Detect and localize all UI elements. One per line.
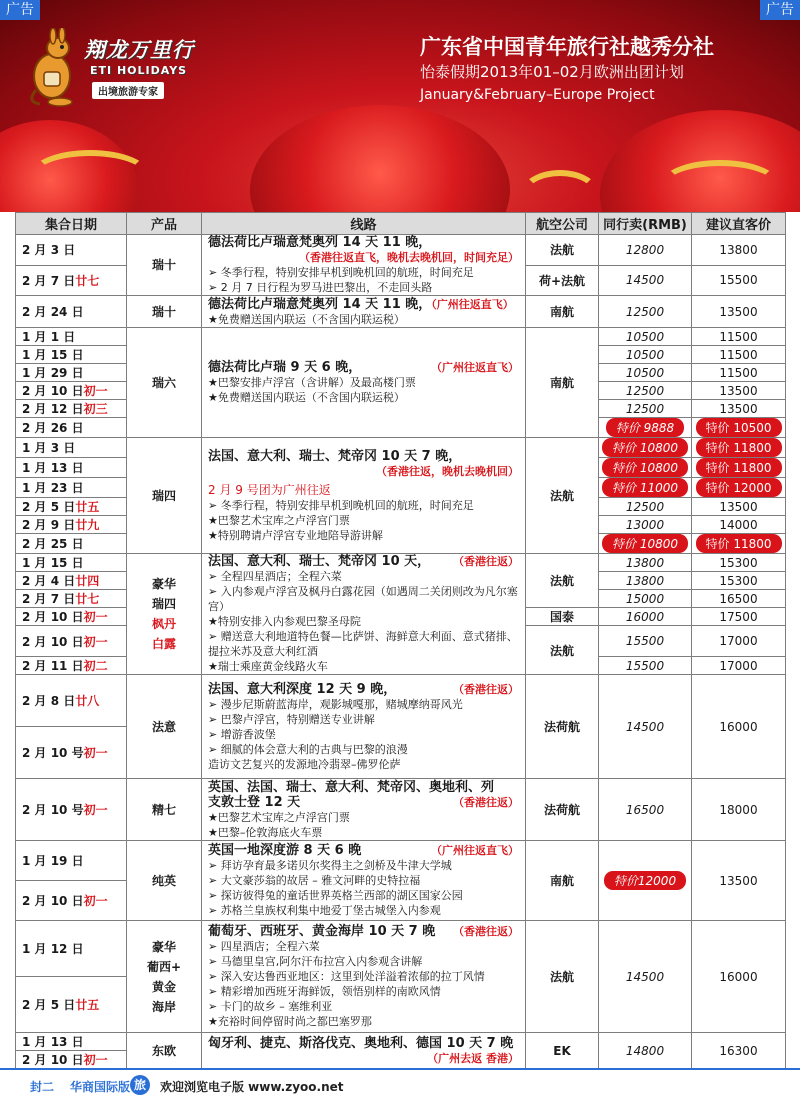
special-price-badge: 特价 10800 [602,438,688,457]
suggested-price: 13500 [692,498,786,516]
airline: 南航 [526,841,599,921]
route-note: ★特别聘请卢浮宫专业地陪导游讲解 [208,528,383,542]
peer-price-special [599,418,692,438]
route-title: 法国、意大利、瑞士、梵帝冈 10 天， [208,554,431,569]
route-note: ★巴黎安排卢浮宫（含讲解）及最高楼门票 [208,376,416,389]
route-tag: （广州去返 香港） [427,1051,519,1065]
special-price-badge: 特价 9888 [606,418,684,437]
product-name: 法意 [127,675,202,779]
departure-date: 2 月 8 日廿八 [16,675,127,727]
product-name: 豪华 葡西+ 黄金 海岸 [127,921,202,1033]
suggested-price-special [692,438,786,458]
lunar-date: 初一 [83,894,108,908]
suggested-price: 14000 [692,516,786,534]
magazine-logo-icon: 旅 [130,1075,150,1095]
peer-price: 14500 [599,921,692,1033]
suggested-price: 13500 [692,296,786,328]
airline: 法航 [526,921,599,1033]
logo-badge: 出境旅游专家 [92,82,164,99]
departure-date: 1 月 29 日 [16,364,127,382]
departure-date: 2 月 10 号初一 [16,779,127,841]
route-note: ★免费赠送国内联运（不含国内联运税） [208,312,405,326]
table-row [16,328,786,346]
peer-price: 15500 [599,657,692,675]
agency-name: 广东省中国青年旅行社越秀分社 [420,35,714,59]
special-price-badge: 特价 11800 [696,458,782,477]
route-tag: （香港往返） [453,682,519,696]
route-tag: （广州往返直飞） [431,361,519,374]
airline: 南航 [526,296,599,328]
peer-price: 12800 [599,235,692,266]
special-price-badge: 特价12000 [604,871,686,890]
peer-price: 15500 [599,626,692,657]
departure-date: 2 月 10 日初一 [16,626,127,657]
airline: 法荷航 [526,779,599,841]
peer-price: 16500 [599,779,692,841]
departure-date: 2 月 24 日 [16,296,127,328]
suggested-price: 16000 [692,675,786,779]
footer-website-link[interactable]: 欢迎浏览电子版 www.zyoo.net [160,1080,344,1094]
gold-swirl-decoration [30,150,150,200]
column-header-suggested-price: 建议直客价 [692,213,786,235]
lunar-date: 初一 [83,634,108,649]
footer [0,1068,800,1100]
route-note: ➢ 增游香波堡 [208,727,276,741]
departure-date: 2 月 3 日 [16,235,127,266]
suggested-price-special [692,478,786,498]
route-note: ➢ 细腻的体会意大利的古典与巴黎的浪漫 [208,742,408,756]
suggested-price: 16300 [692,1033,786,1069]
peer-price: 14500 [599,675,692,779]
route-note: ➢ 全程四星酒店；全程六菜 [208,570,342,583]
route-title: 德法荷比卢瑞意梵奥列 14 天 11 晚， [208,235,432,250]
route-tag: （香港往返） [453,925,519,938]
route-tag: （广州往返直飞） [431,844,519,857]
route-tag: （香港往返） [453,555,519,568]
column-header-route: 线路 [202,213,526,235]
route-note: ➢ 探访彼得兔的童话世界英格兰西部的湖区国家公园 [208,889,463,902]
departure-date: 2 月 7 日廿七 [16,590,127,608]
product-name: 精七 [127,779,202,841]
route-tag: （香港往返） [453,795,519,809]
lunar-date: 廿四 [75,574,100,588]
departure-date: 2 月 4 日廿四 [16,572,127,590]
lunar-date: 廿七 [75,592,100,606]
route-title: 英国、法国、瑞士、意大利、梵帝冈、奥地利、列 [208,779,495,795]
peer-price: 14800 [599,1033,692,1069]
suggested-price: 13500 [692,841,786,921]
table-row [16,779,786,841]
departure-date: 2 月 5 日廿五 [16,977,127,1033]
peer-price-special [599,478,692,498]
ad-label-right[interactable]: 广告 [760,0,800,20]
airline: 南航 [526,328,599,438]
suggested-price: 17000 [692,626,786,657]
table-row [16,921,786,977]
route-details [202,554,526,675]
route-title: 葡萄牙、西班牙、黄金海岸 10 天 7 晚 [208,924,436,939]
plan-title: 怡泰假期2013年01–02月欧洲出团计划 [420,63,684,81]
suggested-price: 15300 [692,554,786,572]
route-details [202,296,526,328]
lunar-date: 初二 [83,659,108,673]
route-note: ➢ 卡门的故乡 – 塞维利亚 [208,1000,333,1013]
peer-price: 12500 [599,498,692,516]
route-title: 德法荷比卢瑞意梵奥列 14 天 11 晚， [208,296,432,312]
route-details [202,235,526,296]
header-banner [0,0,800,212]
lunar-date: 初三 [83,402,108,416]
route-note: ★充裕时间停留时尚之都巴塞罗那 [208,1015,372,1028]
product-name: 东欧 [127,1033,202,1069]
route-details [202,1033,526,1069]
suggested-price: 11500 [692,346,786,364]
special-price-badge: 特价 11800 [696,534,782,553]
product-name: 纯英 [127,841,202,921]
route-details [202,438,526,554]
suggested-price: 13500 [692,400,786,418]
peer-price: 12500 [599,382,692,400]
suggested-price: 13500 [692,382,786,400]
route-details [202,841,526,921]
footer-page-label: 封二 [30,1080,55,1094]
suggested-price-special [692,418,786,438]
route-note: ➢ 马德里皇宫,阿尔汗布拉宫入内参观含讲解 [208,955,423,968]
product-name: 瑞六 [127,328,202,438]
peer-price: 10500 [599,346,692,364]
lunar-date: 初一 [83,384,108,398]
route-note: ➢ 巴黎卢浮宫，特别赠送专业讲解 [208,712,375,726]
tour-schedule-table [15,212,786,1069]
peer-price: 12500 [599,400,692,418]
column-header-airline: 航空公司 [526,213,599,235]
route-note: ➢ 2 月 7 日行程为罗马进巴黎出，不走回头路 [208,281,433,294]
plan-title-english: January&February–Europe Project [420,87,655,103]
departure-date: 1 月 19 日 [16,841,127,881]
suggested-price: 15300 [692,572,786,590]
special-price-badge: 特价 12000 [696,478,782,497]
route-note: ➢ 漫步尼斯蔚蓝海岸，观影城嘎那，赌城摩纳哥风光 [208,697,463,711]
route-tag: （广州往返直飞） [431,297,514,311]
peer-price-special [599,458,692,478]
lunar-date: 初一 [83,803,108,817]
suggested-price: 11500 [692,364,786,382]
table-row [16,675,786,727]
route-tag: （香港往返，晚机去晚机回） [376,464,519,478]
airline: EK [526,1033,599,1069]
suggested-price-special [692,458,786,478]
departure-date: 2 月 10 日初一 [16,382,127,400]
special-price-badge: 特价 11000 [602,478,688,497]
airline: 国泰 [526,608,599,626]
table-row [16,438,786,458]
route-title: 匈牙利、捷克、斯洛伐克、奥地利、德国 10 天 7 晚 [208,1035,514,1051]
lunar-date: 初一 [83,610,108,624]
departure-date: 2 月 11 日初二 [16,657,127,675]
gold-swirl-decoration [520,170,600,212]
route-note: ➢ 拜访孕育最多诺贝尔奖得主之剑桥及牛津大学城 [208,859,452,872]
route-details [202,779,526,841]
route-details [202,328,526,438]
table-row [16,235,786,266]
lunar-date: 廿七 [75,273,100,288]
suggested-price: 17500 [692,608,786,626]
route-note: ★巴黎艺术宝库之卢浮宫门票 [208,810,350,824]
special-price-badge: 特价 10500 [696,418,782,437]
table-header-row [16,213,786,235]
special-price-badge: 特价 11800 [696,438,782,457]
route-note: ★巴黎–伦敦海底火车票 [208,825,323,839]
departure-date: 2 月 5 日廿五 [16,498,127,516]
route-note: ➢ 大文豪莎翁的故居 – 雅文河畔的史特拉福 [208,874,421,887]
departure-date: 1 月 15 日 [16,554,127,572]
special-price-badge: 特价 10800 [602,458,688,477]
peer-price-special [599,534,692,554]
ad-label-left[interactable]: 广告 [0,0,40,20]
peer-price: 13800 [599,554,692,572]
special-price-badge: 特价 10800 [602,534,688,553]
route-title: 英国一地深度游 8 天 6 晚 [208,843,362,858]
route-note: ➢ 苏格兰皇族权利集中地爱丁堡古城堡入内参观 [208,904,441,917]
airline: 法荷航 [526,675,599,779]
route-note: ➢ 精彩增加西班牙海鲜饭，领悟别样的南欧风情 [208,985,441,998]
product-name: 瑞四 [127,438,202,554]
table-row [16,554,786,572]
departure-date: 2 月 10 日初一 [16,881,127,921]
lantern-decoration [250,105,510,212]
airline: 荷+法航 [526,265,599,296]
route-note: ➢ 冬季行程，特别安排早机到晚机回的航班，时间充足 [208,498,474,512]
suggested-price: 13800 [692,235,786,266]
route-note: ➢ 四星酒店；全程六菜 [208,940,320,953]
departure-date: 1 月 23 日 [16,478,127,498]
route-details [202,921,526,1033]
route-note: ➢ 入内参观卢浮宫及枫丹白露花园（如遇周二关闭则改为凡尔塞宫） [208,585,518,613]
route-note: ➢ 冬季行程，特别安排早机到晚机回的航班，时间充足 [208,266,474,279]
peer-price: 10500 [599,364,692,382]
table-row [16,296,786,328]
departure-date: 2 月 10 日初一 [16,1051,127,1069]
departure-date: 1 月 13 日 [16,1033,127,1051]
lunar-date: 初一 [83,1053,108,1067]
departure-date: 1 月 15 日 [16,346,127,364]
route-title: 支敦士登 12 天 [208,794,301,810]
route-note: ★免费赠送国内联运（不含国内联运税） [208,391,405,404]
departure-date: 2 月 25 日 [16,534,127,554]
suggested-price: 11500 [692,328,786,346]
company-logo [22,28,202,108]
suggested-price: 16000 [692,921,786,1033]
departure-date: 1 月 3 日 [16,438,127,458]
departure-date: 2 月 12 日初三 [16,400,127,418]
lunar-date: 初一 [83,746,108,760]
lunar-date: 廿八 [75,694,100,708]
route-title: 法国、意大利、瑞士、梵帝冈 10 天 7 晚， [208,448,462,464]
column-header-product: 产品 [127,213,202,235]
route-details [202,675,526,779]
column-header-peer-price: 同行卖(RMB) [599,213,692,235]
header-text [420,34,714,106]
peer-price: 16000 [599,608,692,626]
route-title: 德法荷比卢瑞 9 天 6 晚， [208,360,362,375]
departure-date: 2 月 10 号初一 [16,727,127,779]
airline: 法航 [526,626,599,675]
kangaroo-mascot-icon [22,28,86,108]
peer-price: 13000 [599,516,692,534]
table-row [16,1033,786,1051]
logo-subtitle: ETI HOLIDAYS [90,64,188,77]
departure-date: 2 月 26 日 [16,418,127,438]
departure-date: 2 月 10 日初一 [16,608,127,626]
suggested-price: 17000 [692,657,786,675]
departure-date: 1 月 1 日 [16,328,127,346]
route-tag: （香港往返直飞，晚机去晚机回，时间充足） [299,251,519,264]
product-name: 豪华 瑞四 枫丹 白露 [127,554,202,675]
airline: 法航 [526,235,599,266]
logo-title: 翔龙万里行 [84,38,194,62]
peer-price: 14500 [599,265,692,296]
suggested-price: 15500 [692,265,786,296]
departure-date: 1 月 13 日 [16,458,127,478]
route-note: 造访文艺复兴的发源地冷翡翠–佛罗伦萨 [208,757,401,771]
route-note: ★特别安排入内参观巴黎圣母院 [208,615,361,628]
suggested-price: 18000 [692,779,786,841]
lunar-date: 廿五 [75,500,100,514]
route-note: ➢ 赠送意大利地道特色餐—比萨饼、海鲜意大利面、意式猪排、提拉米苏及意大利红酒 [208,630,518,658]
product-name: 瑞十 [127,296,202,328]
peer-price: 15000 [599,590,692,608]
peer-price: 10500 [599,328,692,346]
airline: 法航 [526,438,599,554]
peer-price-special [599,841,692,921]
route-note: ➢ 深入安达鲁西亚地区：这里到处洋溢着浓郁的拉丁风情 [208,970,485,983]
column-header-date: 集合日期 [16,213,127,235]
peer-price: 12500 [599,296,692,328]
departure-date: 2 月 9 日廿九 [16,516,127,534]
lunar-date: 廿九 [75,518,100,532]
departure-date: 2 月 7 日廿七 [16,265,127,296]
route-note: ★瑞士乘座黄金线路火车 [208,660,328,673]
lunar-date: 廿五 [75,998,100,1012]
gold-swirl-decoration [660,160,780,210]
route-note-red: 2 月 9 号团为广州往返 [208,482,331,497]
product-name: 瑞十 [127,235,202,296]
peer-price: 13800 [599,572,692,590]
airline: 法航 [526,554,599,608]
route-title: 法国、意大利深度 12 天 9 晚， [208,681,397,697]
departure-date: 1 月 12 日 [16,921,127,977]
suggested-price: 16500 [692,590,786,608]
table-row [16,841,786,881]
peer-price-special [599,438,692,458]
suggested-price-special [692,534,786,554]
footer-magazine-name: 华商国际版 [70,1080,131,1094]
route-note: ★巴黎艺术宝库之卢浮宫门票 [208,513,350,527]
